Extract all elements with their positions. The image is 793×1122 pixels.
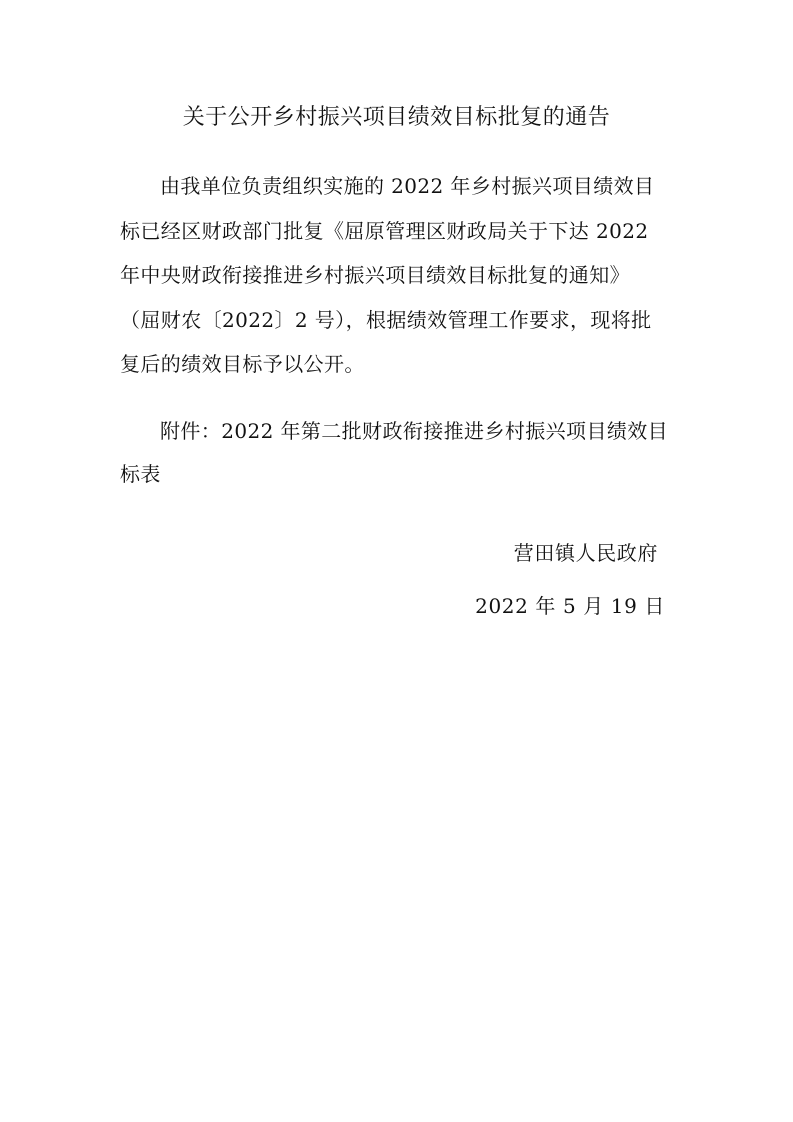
body-line-4: （屈财农〔2022〕2 号），根据绩效管理工作要求，现将批 <box>120 307 652 332</box>
issue-date: 2022 年 5 月 19 日 <box>475 594 665 618</box>
body-line-5: 复后的绩效目标予以公开。 <box>120 352 365 376</box>
body-line-3: 年中央财政衔接推进乡村振兴项目绩效目标批复的通知》 <box>120 263 630 287</box>
attachment-line-2: 标表 <box>120 462 161 486</box>
attachment-line-1: 附件：2022 年第二批财政衔接推进乡村振兴项目绩效目 <box>160 419 669 443</box>
body-paragraph <box>120 164 680 387</box>
document-title: 关于公开乡村振兴项目绩效目标批复的通告 <box>182 105 611 130</box>
body-line-1: 由我单位负责组织实施的 2022 年乡村振兴项目绩效目 <box>160 174 655 198</box>
body-line-2: 标已经区财政部门批复《屈原管理区财政局关于下达 2022 <box>120 218 649 243</box>
attachment-paragraph <box>120 410 680 496</box>
issuer-signature: 营田镇人民政府 <box>513 541 658 565</box>
